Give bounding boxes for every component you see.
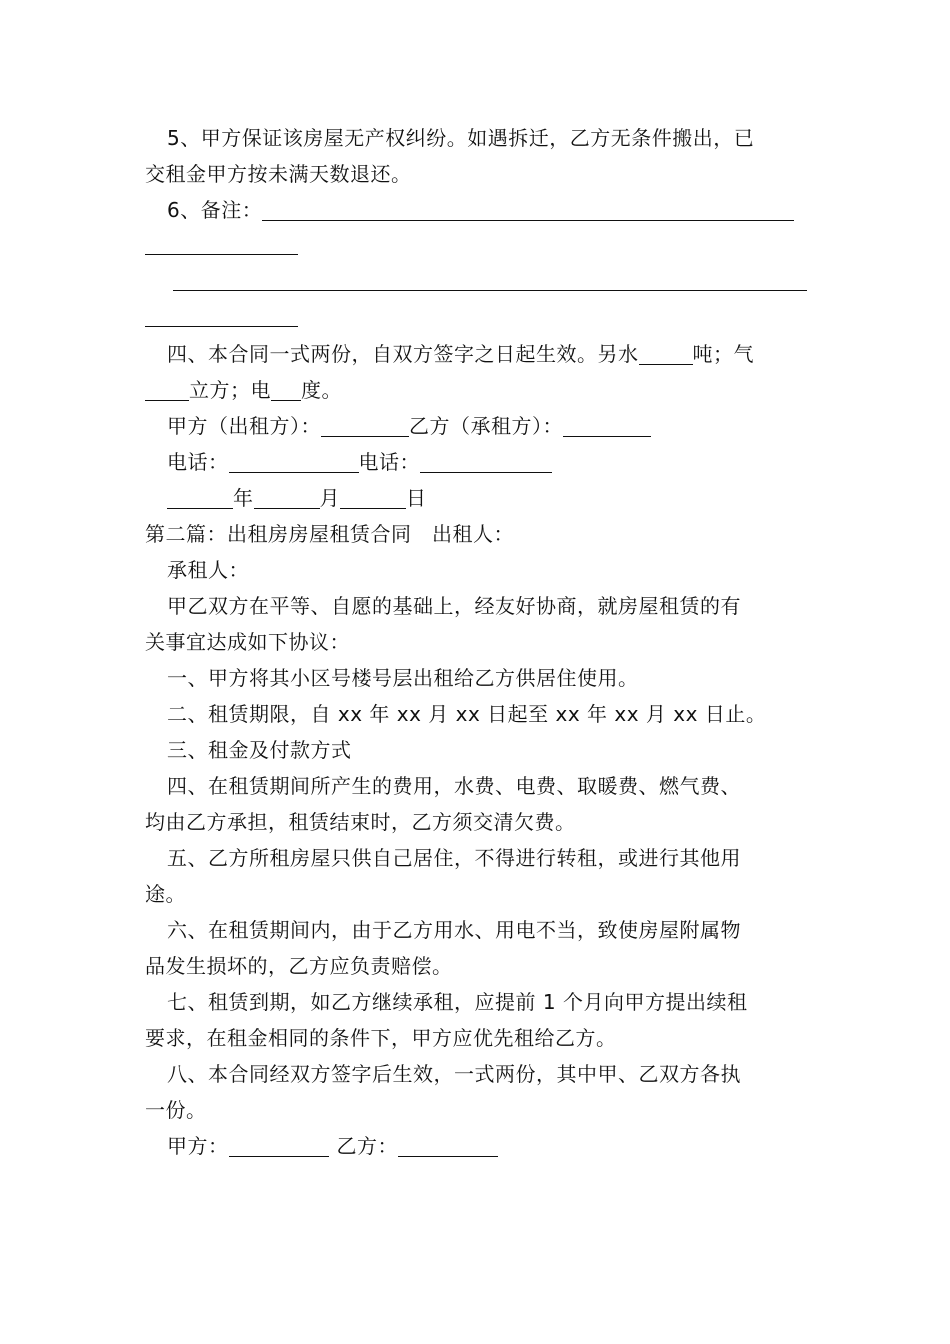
item-5-line-2: 途。 — [145, 882, 186, 906]
item-7-line-1: 七、租赁到期，如乙方继续承租，应提前 1 个月向甲方提出续租 — [167, 990, 748, 1014]
item-5-line-1: 五、乙方所租房屋只供自己居住，不得进行转租，或进行其他用 — [167, 846, 741, 870]
clause-6-remarks — [145, 192, 807, 228]
lessee-label: 承租人： — [167, 558, 249, 582]
year-label: 年 — [233, 486, 254, 510]
intro-line-2: 关事宜达成如下协议： — [145, 630, 350, 654]
item-6-line-1: 六、在租赁期间内，由于乙方用水、用电不当，致使房屋附属物 — [167, 918, 741, 942]
phone-line — [145, 444, 807, 480]
electricity-blank — [271, 378, 301, 401]
clause-5-line-2: 交租金甲方按未满天数退还。 — [145, 162, 412, 186]
item-8-line-1: 八、本合同经双方签字后生效，一式两份，其中甲、乙双方各执 — [167, 1062, 741, 1086]
clause-4-line-2 — [145, 372, 807, 408]
sign-b-blank — [398, 1134, 498, 1157]
sign-b-label: 乙方： — [336, 1134, 398, 1158]
clause-6-label: 6、备注： — [167, 198, 263, 222]
remarks-blank-2 — [145, 228, 807, 264]
phone-a-blank — [229, 450, 359, 473]
day-blank — [340, 486, 406, 509]
party-b-label: 乙方（承租方）： — [409, 414, 563, 438]
item-8-line-2: 一份。 — [145, 1098, 207, 1122]
phone-b-label: 电话： — [358, 450, 420, 474]
clause-4-text-a: 四、本合同一式两份，自双方签字之日起生效。另水 — [167, 342, 639, 366]
item-7-line-2: 要求，在租金相同的条件下，甲方应优先租给乙方。 — [145, 1026, 617, 1050]
party-b-blank — [563, 414, 651, 437]
remarks-blank-3 — [145, 264, 807, 300]
remarks-blank-4 — [145, 300, 807, 336]
party-a-blank — [321, 414, 409, 437]
date-line — [145, 480, 807, 516]
item-4-line-2: 均由乙方承担，租赁结束时，乙方须交清欠费。 — [145, 810, 576, 834]
water-tons-blank — [639, 342, 693, 365]
intro-line-1: 甲乙双方在平等、自愿的基础上，经友好协商，就房屋租赁的有 — [167, 594, 741, 618]
year-blank — [167, 486, 233, 509]
day-label: 日 — [406, 486, 427, 510]
clause-4-text-c: 立方；电 — [189, 378, 271, 402]
final-signature-line — [145, 1128, 807, 1164]
sign-a-label: 甲方： — [167, 1134, 229, 1158]
sign-a-blank — [229, 1134, 329, 1157]
remarks-blank-1 — [262, 198, 794, 221]
party-a-label: 甲方（出租方）： — [167, 414, 321, 438]
clause-5-line-1: 5、甲方保证该房屋无产权纠纷。如遇拆迁，乙方无条件搬出，已 — [167, 126, 755, 150]
item-4-line-1: 四、在租赁期间所产生的费用，水费、电费、取暖费、燃气费、 — [167, 774, 741, 798]
item-3: 三、租金及付款方式 — [167, 738, 352, 762]
month-blank — [254, 486, 320, 509]
phone-a-label: 电话： — [167, 450, 229, 474]
clause-4-line-1 — [145, 336, 807, 372]
phone-b-blank — [420, 450, 552, 473]
clause-4-text-b: 吨；气 — [692, 342, 754, 366]
month-label: 月 — [319, 486, 340, 510]
item-1: 一、甲方将其小区号楼号层出租给乙方供居住使用。 — [167, 666, 639, 690]
item-6-line-2: 品发生损坏的，乙方应负责赔偿。 — [145, 954, 453, 978]
party-signature-line — [145, 408, 807, 444]
part-2-title: 第二篇：出租房房屋租赁合同 出租人： — [145, 522, 514, 546]
contract-body — [145, 120, 807, 1164]
clause-4-text-d: 度。 — [301, 378, 342, 402]
item-2: 二、租赁期限，自 xx 年 xx 月 xx 日起至 xx 年 xx 月 xx 日止。 — [167, 702, 767, 726]
gas-cubic-blank — [145, 378, 189, 401]
